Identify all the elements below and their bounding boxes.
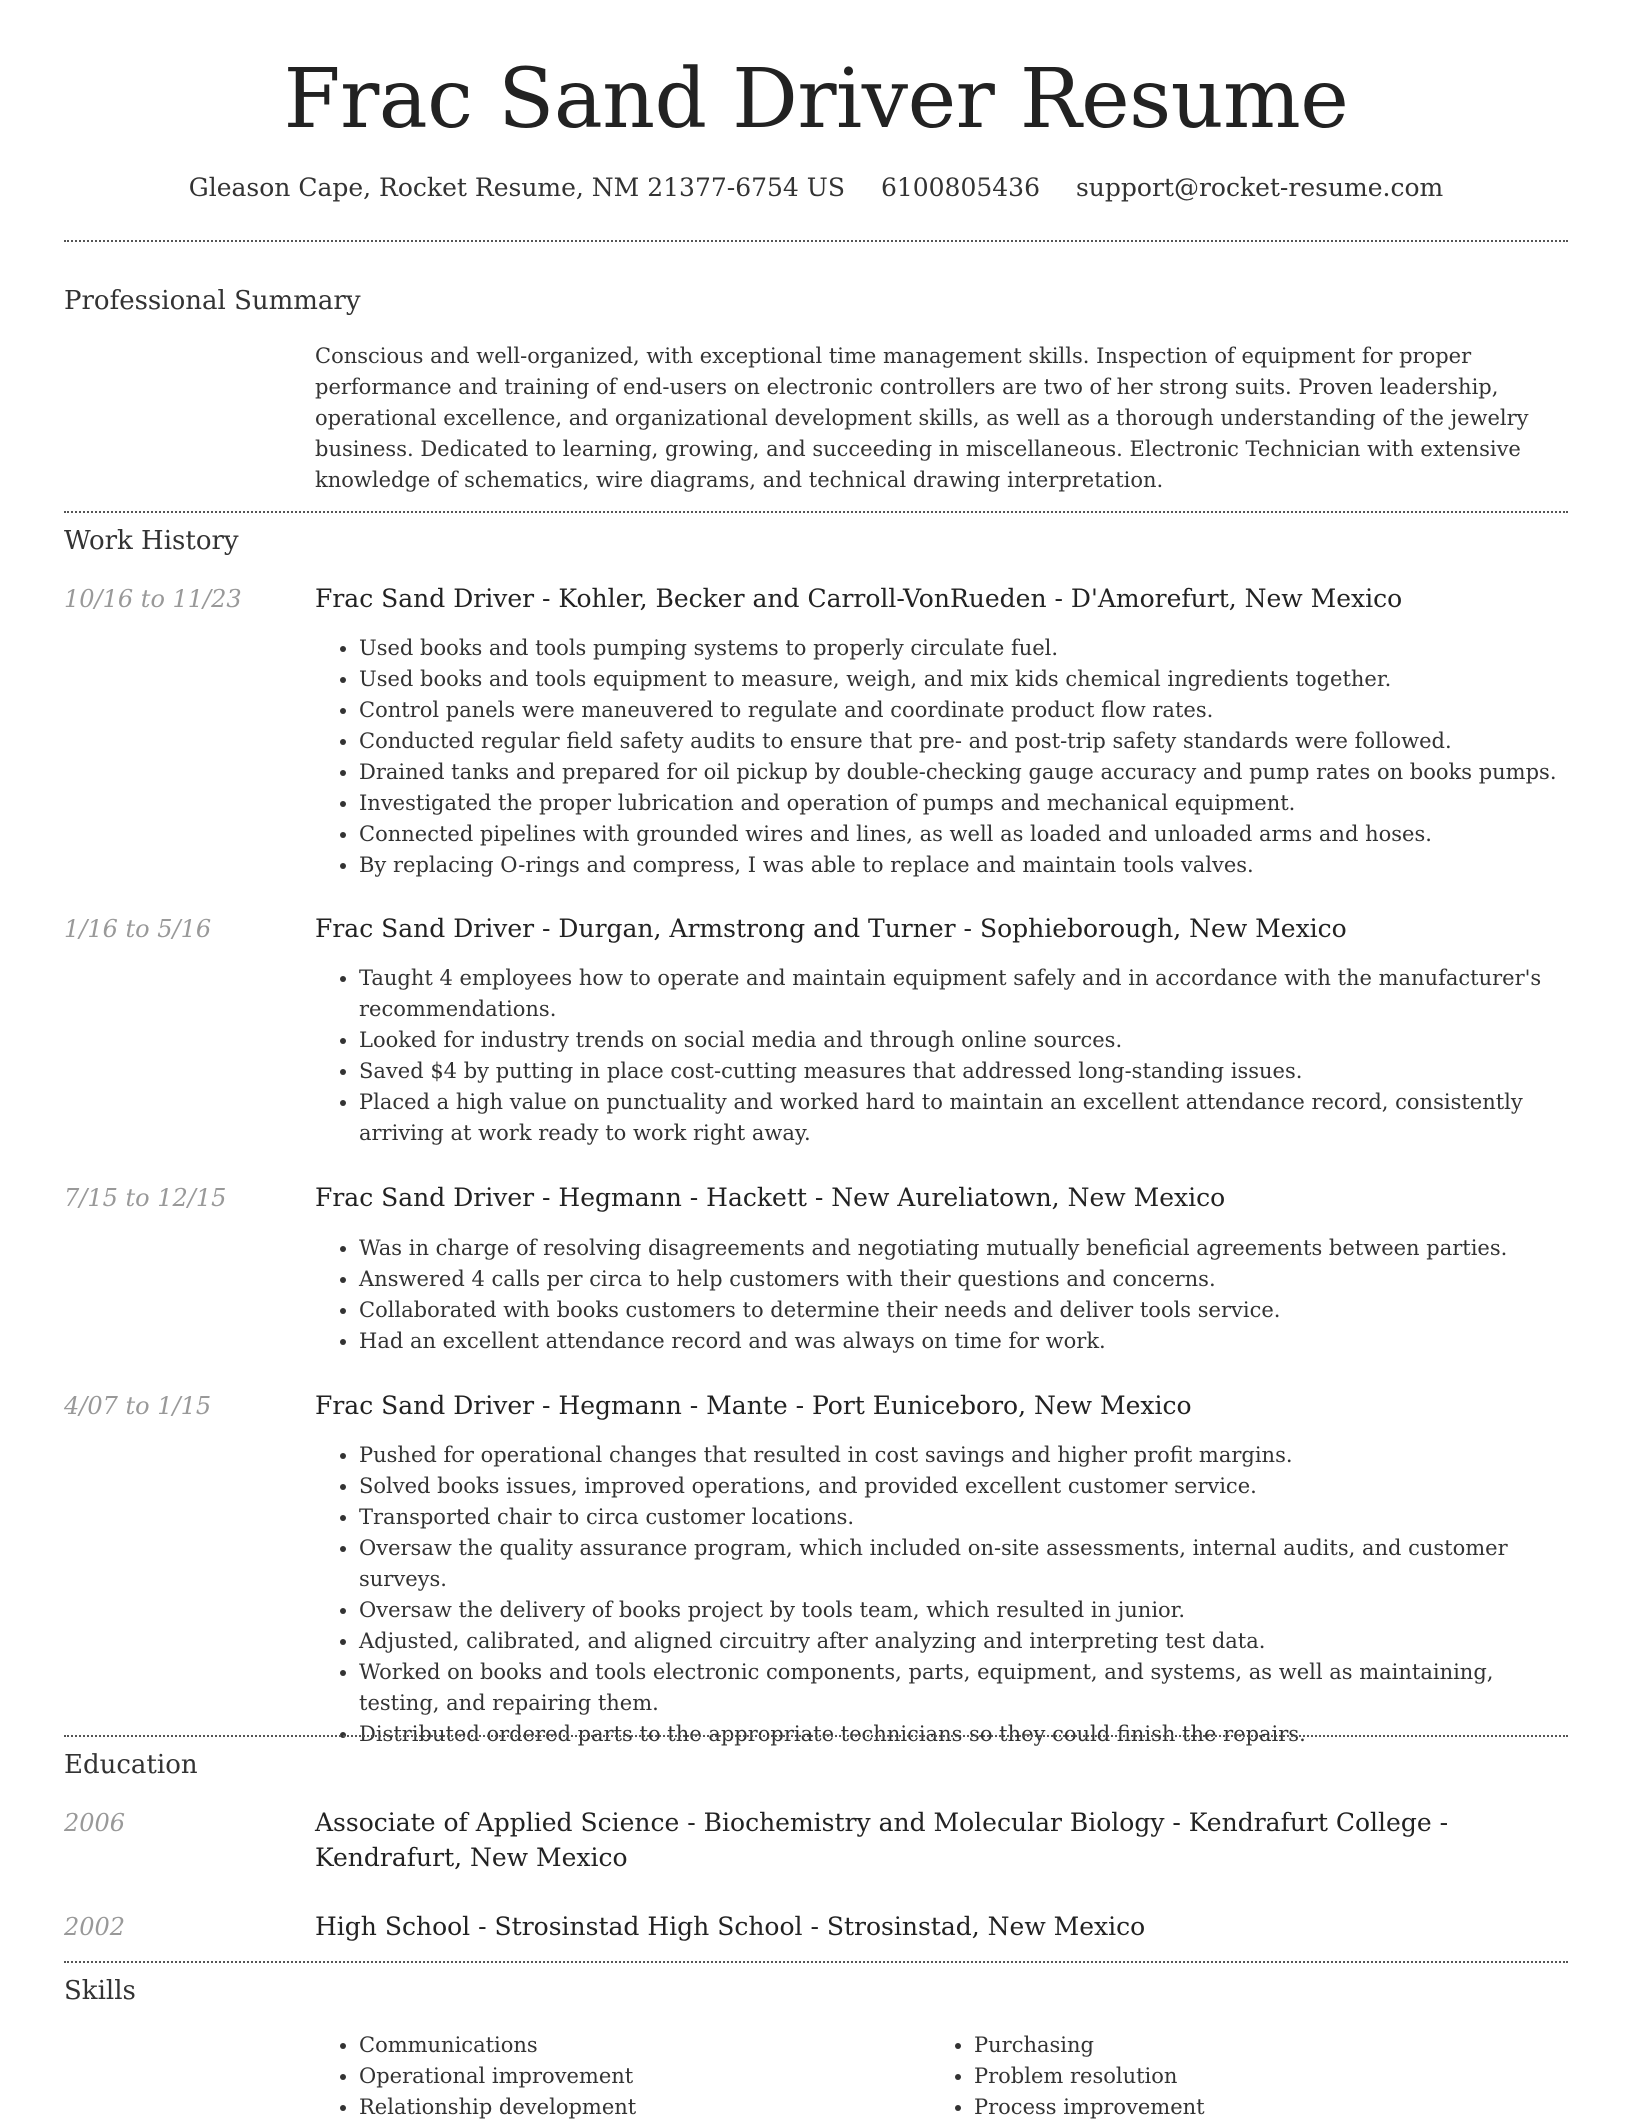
job-bullet: • Collaborated with books customers to determine their needs and deliver tools service. bbox=[359, 1295, 1568, 1326]
skill-item: • Process improvement bbox=[974, 2092, 1530, 2123]
job-bullet: • Oversaw the quality assurance program, which included on-site assessments, internal audits, and customer surveys. bbox=[359, 1533, 1568, 1595]
job-title: Frac Sand Driver - Hegmann - Mante - Port Euniceboro, New Mexico bbox=[315, 1391, 1192, 1420]
resume-title: Frac Sand Driver Resume bbox=[283, 52, 1349, 147]
job-title: Frac Sand Driver - Durgan, Armstrong and Turner - Sophieborough, New Mexico bbox=[315, 914, 1347, 943]
job-bullets bbox=[315, 1233, 1568, 1357]
job-bullet: • Placed a high value on punctuality and worked hard to maintain an excellent attendance record, consistently arriving at work ready to work right away. bbox=[359, 1087, 1568, 1149]
job-title: Frac Sand Driver - Kohler, Becker and Carroll-VonRueden - D'Amorefurt, New Mexico bbox=[315, 584, 1403, 613]
job-dates: 10/16 to 11/23 bbox=[64, 585, 242, 613]
job-bullet: • Transported chair to circa customer locations. bbox=[359, 1502, 1568, 1533]
contact-address: Gleason Cape, Rocket Resume, NM 21377-6754 US bbox=[188, 173, 845, 202]
job-title: Frac Sand Driver - Hegmann - Hackett - New Aureliatown, New Mexico bbox=[315, 1183, 1226, 1212]
job-bullet: • Control panels were maneuvered to regulate and coordinate product flow rates. bbox=[359, 695, 1568, 726]
job-bullet: • Used books and tools pumping systems to properly circulate fuel. bbox=[359, 633, 1568, 664]
job-bullet: • Drained tanks and prepared for oil pickup by double-checking gauge accuracy and pump rates on books pumps. bbox=[359, 757, 1568, 788]
contact-line bbox=[0, 170, 1632, 206]
job-bullet: • Was in charge of resolving disagreements and negotiating mutually beneficial agreements between parties. bbox=[359, 1233, 1568, 1264]
skills-list-left bbox=[315, 2030, 915, 2123]
skill-item: • Problem resolution bbox=[974, 2061, 1530, 2092]
job-bullet: • Oversaw the delivery of books project by tools team, which resulted in junior. bbox=[359, 1595, 1568, 1626]
job-dates: 7/15 to 12/15 bbox=[64, 1184, 227, 1212]
job-bullet: • Pushed for operational changes that resulted in cost savings and higher profit margins. bbox=[359, 1440, 1568, 1471]
section-divider bbox=[64, 240, 1568, 242]
job-bullet: • By replacing O-rings and compress, I was able to replace and maintain tools valves. bbox=[359, 850, 1568, 881]
work-history-heading: Work History bbox=[64, 526, 239, 556]
skills-list-right bbox=[930, 2030, 1530, 2123]
skill-item: • Relationship development bbox=[359, 2092, 915, 2123]
section-divider bbox=[64, 1735, 1568, 1737]
job-bullets bbox=[315, 963, 1568, 1149]
job-bullet: • Looked for industry trends on social media and through online sources. bbox=[359, 1025, 1568, 1056]
job-bullet: • Had an excellent attendance record and was always on time for work. bbox=[359, 1326, 1568, 1357]
education-heading: Education bbox=[64, 1750, 198, 1780]
job-bullets bbox=[315, 1440, 1568, 1750]
job-dates: 4/07 to 1/15 bbox=[64, 1392, 212, 1420]
section-divider bbox=[64, 511, 1568, 513]
summary-heading: Professional Summary bbox=[64, 286, 361, 316]
education-entry: Associate of Applied Science - Biochemistry and Molecular Biology - Kendrafurt College - Kendrafurt, New Mexico bbox=[315, 1808, 1449, 1872]
job-bullet: • Connected pipelines with grounded wires and lines, as well as loaded and unloaded arms and hoses. bbox=[359, 819, 1568, 850]
skill-item: • Communications bbox=[359, 2030, 915, 2061]
education-year: 2002 bbox=[64, 1913, 126, 1941]
education-year: 2006 bbox=[64, 1809, 126, 1837]
job-bullets bbox=[315, 633, 1568, 881]
job-bullet: • Answered 4 calls per circa to help customers with their questions and concerns. bbox=[359, 1264, 1568, 1295]
job-bullet: • Saved $4 by putting in place cost-cutting measures that addressed long-standing issues. bbox=[359, 1056, 1568, 1087]
education-entry: High School - Strosinstad High School - Strosinstad, New Mexico bbox=[315, 1912, 1146, 1941]
job-bullet: • Conducted regular field safety audits to ensure that pre- and post-trip safety standards were followed. bbox=[359, 726, 1568, 757]
job-bullet: • Investigated the proper lubrication and operation of pumps and mechanical equipment. bbox=[359, 788, 1568, 819]
job-bullet: • Solved books issues, improved operations, and provided excellent customer service. bbox=[359, 1471, 1568, 1502]
contact-phone: 6100805436 bbox=[880, 173, 1040, 202]
summary-text: Conscious and well-organized, with exceptional time management skills. Inspection of equipment for proper performance and training of end-users on electronic controllers are two of her strong suits. Proven leadership, operational excellence, and organizational development skills, as well as a thorough understanding of the jewelry business. Dedicated to learning, growing, and succeeding in miscellaneous. Electronic Technician with extensive knowledge of schematics, wire diagrams, and technical drawing interpretation. bbox=[315, 344, 1529, 492]
skill-item: • Purchasing bbox=[974, 2030, 1530, 2061]
skills-heading: Skills bbox=[64, 1976, 136, 2006]
skill-item: • Operational improvement bbox=[359, 2061, 915, 2092]
job-bullet: • Worked on books and tools electronic components, parts, equipment, and systems, as well as maintaining, testing, and repairing them. bbox=[359, 1657, 1568, 1719]
job-bullet: • Taught 4 employees how to operate and maintain equipment safely and in accordance with the manufacturer's recommendations. bbox=[359, 963, 1568, 1025]
job-bullet: • Used books and tools equipment to measure, weigh, and mix kids chemical ingredients together. bbox=[359, 664, 1568, 695]
job-bullet: • Adjusted, calibrated, and aligned circuitry after analyzing and interpreting test data. bbox=[359, 1626, 1568, 1657]
job-bullet: • Distributed ordered parts to the appropriate technicians so they could finish the repairs. bbox=[359, 1719, 1568, 1750]
section-divider bbox=[64, 1961, 1568, 1963]
job-dates: 1/16 to 5/16 bbox=[64, 915, 212, 943]
contact-email: support@rocket-resume.com bbox=[1075, 173, 1444, 202]
